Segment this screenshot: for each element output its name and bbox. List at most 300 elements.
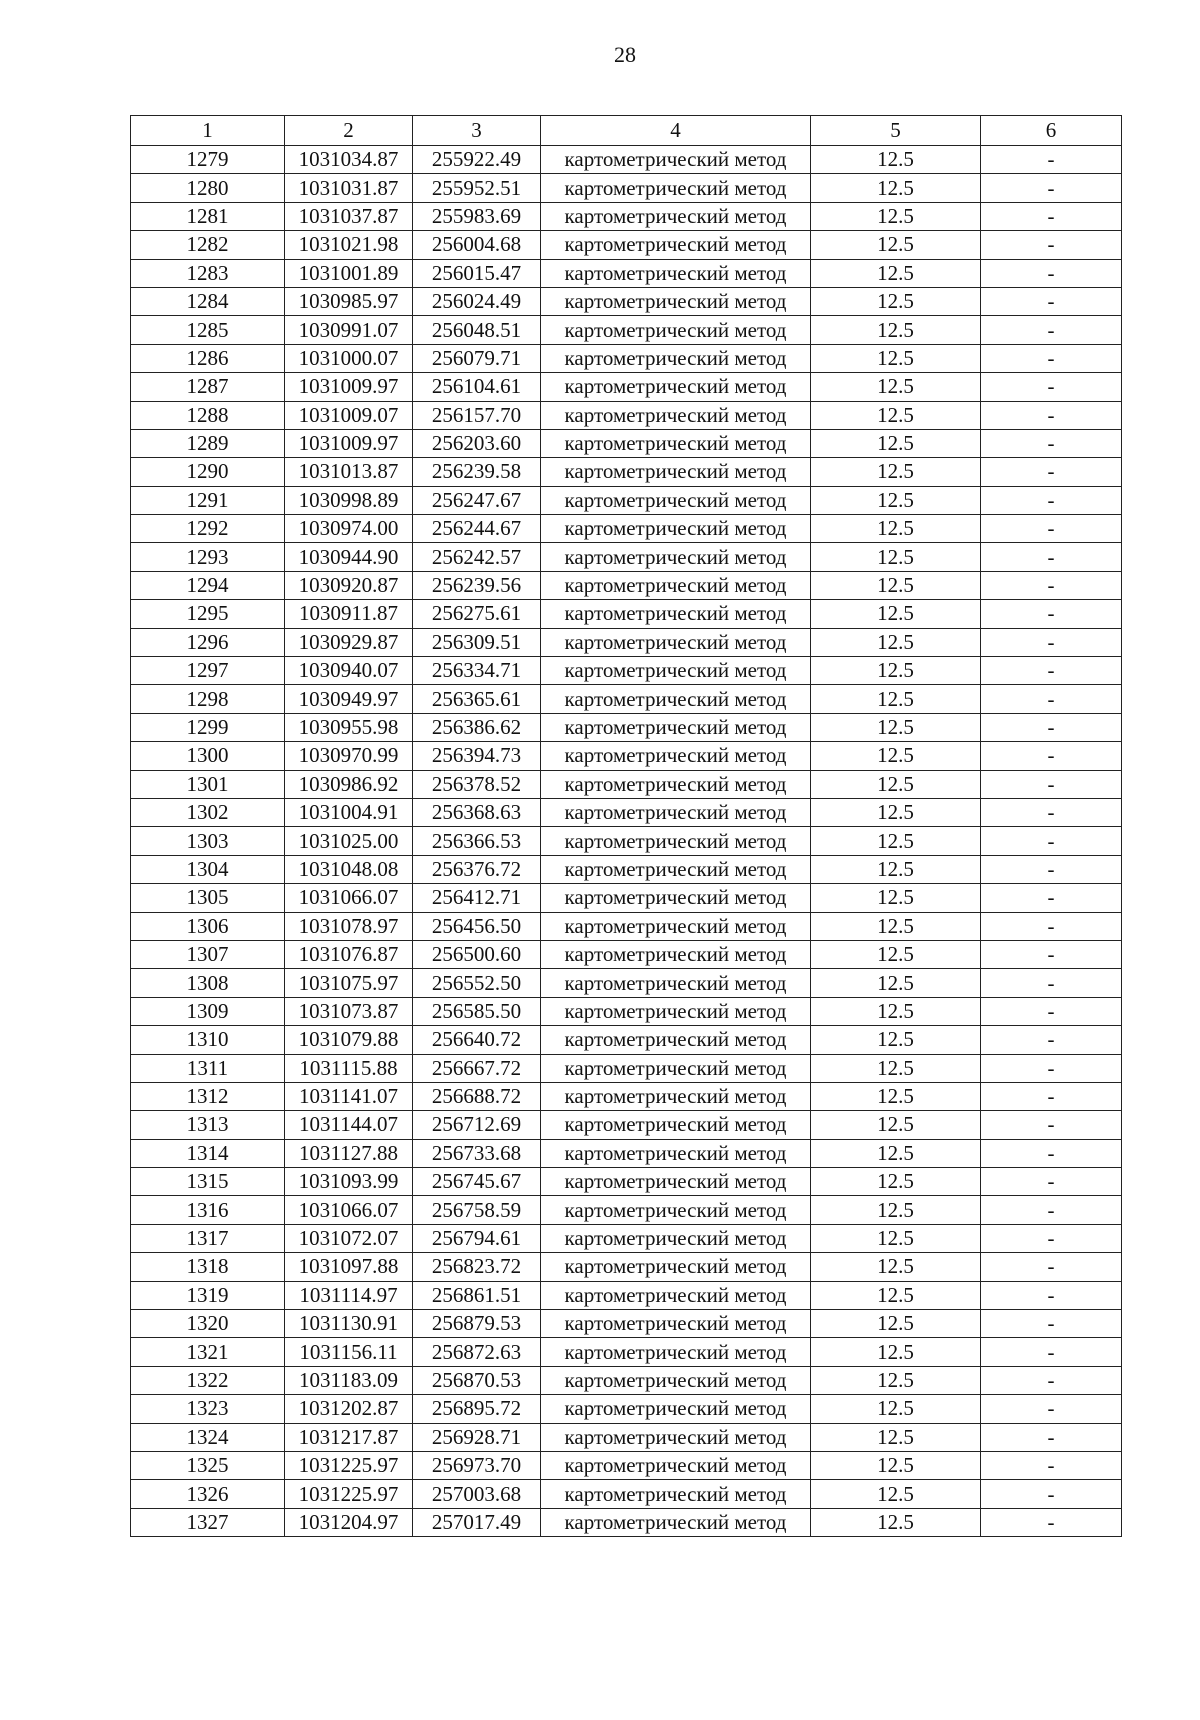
accuracy-cell: 12.5	[811, 571, 981, 599]
accuracy-cell: 12.5	[811, 1480, 981, 1508]
table-row	[131, 685, 1122, 713]
method-cell: картометрический метод	[541, 515, 811, 543]
note-cell: -	[981, 543, 1122, 571]
method-cell: картометрический метод	[541, 1082, 811, 1110]
x-coordinate-cell: 1031000.07	[285, 344, 413, 372]
method-cell: картометрический метод	[541, 259, 811, 287]
column-header: 6	[981, 116, 1122, 146]
table-row	[131, 1082, 1122, 1110]
point-number-cell: 1282	[131, 231, 285, 259]
accuracy-cell: 12.5	[811, 1026, 981, 1054]
method-cell: картометрический метод	[541, 401, 811, 429]
method-cell: картометрический метод	[541, 1026, 811, 1054]
accuracy-cell: 12.5	[811, 997, 981, 1025]
accuracy-cell: 12.5	[811, 202, 981, 230]
table-row	[131, 1111, 1122, 1139]
table-row	[131, 912, 1122, 940]
table-row	[131, 600, 1122, 628]
point-number-cell: 1296	[131, 628, 285, 656]
point-number-cell: 1280	[131, 174, 285, 202]
accuracy-cell: 12.5	[811, 316, 981, 344]
note-cell: -	[981, 685, 1122, 713]
y-coordinate-cell: 256794.61	[413, 1224, 541, 1252]
table-row	[131, 259, 1122, 287]
column-header: 1	[131, 116, 285, 146]
accuracy-cell: 12.5	[811, 1338, 981, 1366]
accuracy-cell: 12.5	[811, 827, 981, 855]
x-coordinate-cell: 1031076.87	[285, 940, 413, 968]
y-coordinate-cell: 257003.68	[413, 1480, 541, 1508]
y-coordinate-cell: 256745.67	[413, 1168, 541, 1196]
point-number-cell: 1286	[131, 344, 285, 372]
method-cell: картометрический метод	[541, 287, 811, 315]
y-coordinate-cell: 256456.50	[413, 912, 541, 940]
x-coordinate-cell: 1031079.88	[285, 1026, 413, 1054]
note-cell: -	[981, 1451, 1122, 1479]
x-coordinate-cell: 1031021.98	[285, 231, 413, 259]
method-cell: картометрический метод	[541, 969, 811, 997]
accuracy-cell: 12.5	[811, 798, 981, 826]
table-row	[131, 969, 1122, 997]
note-cell: -	[981, 344, 1122, 372]
x-coordinate-cell: 1031144.07	[285, 1111, 413, 1139]
method-cell: картометрический метод	[541, 742, 811, 770]
method-cell: картометрический метод	[541, 1224, 811, 1252]
accuracy-cell: 12.5	[811, 600, 981, 628]
point-number-cell: 1301	[131, 770, 285, 798]
table-row	[131, 202, 1122, 230]
note-cell: -	[981, 202, 1122, 230]
point-number-cell: 1297	[131, 657, 285, 685]
note-cell: -	[981, 571, 1122, 599]
y-coordinate-cell: 256366.53	[413, 827, 541, 855]
point-number-cell: 1309	[131, 997, 285, 1025]
y-coordinate-cell: 256394.73	[413, 742, 541, 770]
table-row	[131, 1480, 1122, 1508]
accuracy-cell: 12.5	[811, 884, 981, 912]
accuracy-cell: 12.5	[811, 1082, 981, 1110]
accuracy-cell: 12.5	[811, 1054, 981, 1082]
method-cell: картометрический метод	[541, 770, 811, 798]
method-cell: картометрический метод	[541, 1253, 811, 1281]
table-row	[131, 713, 1122, 741]
method-cell: картометрический метод	[541, 344, 811, 372]
y-coordinate-cell: 256334.71	[413, 657, 541, 685]
accuracy-cell: 12.5	[811, 1111, 981, 1139]
table-row	[131, 316, 1122, 344]
table-row	[131, 657, 1122, 685]
point-number-cell: 1287	[131, 373, 285, 401]
accuracy-cell: 12.5	[811, 742, 981, 770]
header-row	[131, 116, 1122, 146]
point-number-cell: 1321	[131, 1338, 285, 1366]
y-coordinate-cell: 256242.57	[413, 543, 541, 571]
method-cell: картометрический метод	[541, 571, 811, 599]
accuracy-cell: 12.5	[811, 1168, 981, 1196]
table-header	[131, 116, 1122, 146]
table-row	[131, 628, 1122, 656]
accuracy-cell: 12.5	[811, 401, 981, 429]
point-number-cell: 1295	[131, 600, 285, 628]
table-row	[131, 1026, 1122, 1054]
point-number-cell: 1292	[131, 515, 285, 543]
y-coordinate-cell: 256973.70	[413, 1451, 541, 1479]
accuracy-cell: 12.5	[811, 657, 981, 685]
y-coordinate-cell: 256733.68	[413, 1139, 541, 1167]
point-number-cell: 1326	[131, 1480, 285, 1508]
accuracy-cell: 12.5	[811, 685, 981, 713]
point-number-cell: 1322	[131, 1366, 285, 1394]
point-number-cell: 1324	[131, 1423, 285, 1451]
note-cell: -	[981, 1054, 1122, 1082]
method-cell: картометрический метод	[541, 1139, 811, 1167]
note-cell: -	[981, 429, 1122, 457]
point-number-cell: 1315	[131, 1168, 285, 1196]
accuracy-cell: 12.5	[811, 770, 981, 798]
y-coordinate-cell: 256500.60	[413, 940, 541, 968]
point-number-cell: 1289	[131, 429, 285, 457]
method-cell: картометрический метод	[541, 1480, 811, 1508]
accuracy-cell: 12.5	[811, 515, 981, 543]
accuracy-cell: 12.5	[811, 713, 981, 741]
method-cell: картометрический метод	[541, 1395, 811, 1423]
y-coordinate-cell: 256365.61	[413, 685, 541, 713]
point-number-cell: 1312	[131, 1082, 285, 1110]
x-coordinate-cell: 1031009.97	[285, 373, 413, 401]
point-number-cell: 1320	[131, 1310, 285, 1338]
x-coordinate-cell: 1031001.89	[285, 259, 413, 287]
y-coordinate-cell: 256247.67	[413, 486, 541, 514]
point-number-cell: 1294	[131, 571, 285, 599]
method-cell: картометрический метод	[541, 174, 811, 202]
note-cell: -	[981, 827, 1122, 855]
point-number-cell: 1313	[131, 1111, 285, 1139]
accuracy-cell: 12.5	[811, 628, 981, 656]
y-coordinate-cell: 256157.70	[413, 401, 541, 429]
y-coordinate-cell: 256015.47	[413, 259, 541, 287]
x-coordinate-cell: 1031183.09	[285, 1366, 413, 1394]
note-cell: -	[981, 1224, 1122, 1252]
method-cell: картометрический метод	[541, 713, 811, 741]
table-row	[131, 1423, 1122, 1451]
method-cell: картометрический метод	[541, 373, 811, 401]
x-coordinate-cell: 1031066.07	[285, 884, 413, 912]
note-cell: -	[981, 912, 1122, 940]
note-cell: -	[981, 1508, 1122, 1536]
note-cell: -	[981, 146, 1122, 174]
note-cell: -	[981, 1168, 1122, 1196]
y-coordinate-cell: 256667.72	[413, 1054, 541, 1082]
note-cell: -	[981, 1111, 1122, 1139]
note-cell: -	[981, 742, 1122, 770]
point-number-cell: 1303	[131, 827, 285, 855]
method-cell: картометрический метод	[541, 1338, 811, 1366]
x-coordinate-cell: 1031204.97	[285, 1508, 413, 1536]
accuracy-cell: 12.5	[811, 855, 981, 883]
table-row	[131, 798, 1122, 826]
y-coordinate-cell: 256378.52	[413, 770, 541, 798]
note-cell: -	[981, 798, 1122, 826]
x-coordinate-cell: 1030940.07	[285, 657, 413, 685]
x-coordinate-cell: 1031013.87	[285, 458, 413, 486]
y-coordinate-cell: 256309.51	[413, 628, 541, 656]
y-coordinate-cell: 256004.68	[413, 231, 541, 259]
note-cell: -	[981, 600, 1122, 628]
x-coordinate-cell: 1030974.00	[285, 515, 413, 543]
point-number-cell: 1318	[131, 1253, 285, 1281]
note-cell: -	[981, 1281, 1122, 1309]
note-cell: -	[981, 1139, 1122, 1167]
x-coordinate-cell: 1031097.88	[285, 1253, 413, 1281]
x-coordinate-cell: 1030929.87	[285, 628, 413, 656]
accuracy-cell: 12.5	[811, 1224, 981, 1252]
note-cell: -	[981, 259, 1122, 287]
table-row	[131, 1054, 1122, 1082]
note-cell: -	[981, 884, 1122, 912]
note-cell: -	[981, 231, 1122, 259]
y-coordinate-cell: 257017.49	[413, 1508, 541, 1536]
note-cell: -	[981, 1253, 1122, 1281]
method-cell: картометрический метод	[541, 1508, 811, 1536]
x-coordinate-cell: 1031004.91	[285, 798, 413, 826]
note-cell: -	[981, 770, 1122, 798]
x-coordinate-cell: 1030949.97	[285, 685, 413, 713]
table-row	[131, 1253, 1122, 1281]
point-number-cell: 1311	[131, 1054, 285, 1082]
column-header: 3	[413, 116, 541, 146]
table-row	[131, 1366, 1122, 1394]
x-coordinate-cell: 1031034.87	[285, 146, 413, 174]
table-row	[131, 1139, 1122, 1167]
y-coordinate-cell: 256275.61	[413, 600, 541, 628]
y-coordinate-cell: 256104.61	[413, 373, 541, 401]
table-row	[131, 401, 1122, 429]
column-header: 2	[285, 116, 413, 146]
x-coordinate-cell: 1031141.07	[285, 1082, 413, 1110]
note-cell: -	[981, 458, 1122, 486]
table-row	[131, 940, 1122, 968]
table-row	[131, 344, 1122, 372]
method-cell: картометрический метод	[541, 458, 811, 486]
x-coordinate-cell: 1030986.92	[285, 770, 413, 798]
accuracy-cell: 12.5	[811, 1253, 981, 1281]
y-coordinate-cell: 256823.72	[413, 1253, 541, 1281]
x-coordinate-cell: 1031072.07	[285, 1224, 413, 1252]
accuracy-cell: 12.5	[811, 486, 981, 514]
point-number-cell: 1299	[131, 713, 285, 741]
table-row	[131, 543, 1122, 571]
point-number-cell: 1308	[131, 969, 285, 997]
accuracy-cell: 12.5	[811, 1196, 981, 1224]
table-row	[131, 1451, 1122, 1479]
method-cell: картометрический метод	[541, 1423, 811, 1451]
y-coordinate-cell: 255952.51	[413, 174, 541, 202]
x-coordinate-cell: 1031202.87	[285, 1395, 413, 1423]
table-row	[131, 373, 1122, 401]
point-number-cell: 1302	[131, 798, 285, 826]
point-number-cell: 1290	[131, 458, 285, 486]
method-cell: картометрический метод	[541, 827, 811, 855]
y-coordinate-cell: 256870.53	[413, 1366, 541, 1394]
note-cell: -	[981, 997, 1122, 1025]
note-cell: -	[981, 1338, 1122, 1366]
method-cell: картометрический метод	[541, 1281, 811, 1309]
accuracy-cell: 12.5	[811, 1508, 981, 1536]
table-row	[131, 1310, 1122, 1338]
note-cell: -	[981, 174, 1122, 202]
note-cell: -	[981, 401, 1122, 429]
x-coordinate-cell: 1030991.07	[285, 316, 413, 344]
method-cell: картометрический метод	[541, 657, 811, 685]
accuracy-cell: 12.5	[811, 458, 981, 486]
y-coordinate-cell: 256872.63	[413, 1338, 541, 1366]
accuracy-cell: 12.5	[811, 1139, 981, 1167]
y-coordinate-cell: 256386.62	[413, 713, 541, 741]
x-coordinate-cell: 1031031.87	[285, 174, 413, 202]
x-coordinate-cell: 1031093.99	[285, 1168, 413, 1196]
method-cell: картометрический метод	[541, 798, 811, 826]
point-number-cell: 1300	[131, 742, 285, 770]
x-coordinate-cell: 1031009.97	[285, 429, 413, 457]
method-cell: картометрический метод	[541, 316, 811, 344]
point-number-cell: 1288	[131, 401, 285, 429]
method-cell: картометрический метод	[541, 1310, 811, 1338]
accuracy-cell: 12.5	[811, 146, 981, 174]
x-coordinate-cell: 1031114.97	[285, 1281, 413, 1309]
y-coordinate-cell: 256879.53	[413, 1310, 541, 1338]
coordinates-table	[130, 115, 1122, 1537]
page-number: 28	[614, 42, 636, 67]
note-cell: -	[981, 515, 1122, 543]
table-row	[131, 997, 1122, 1025]
y-coordinate-cell: 256239.58	[413, 458, 541, 486]
y-coordinate-cell: 256239.56	[413, 571, 541, 599]
table-row	[131, 1196, 1122, 1224]
table-row	[131, 855, 1122, 883]
accuracy-cell: 12.5	[811, 969, 981, 997]
x-coordinate-cell: 1031225.97	[285, 1480, 413, 1508]
method-cell: картометрический метод	[541, 1054, 811, 1082]
note-cell: -	[981, 1196, 1122, 1224]
accuracy-cell: 12.5	[811, 287, 981, 315]
x-coordinate-cell: 1031217.87	[285, 1423, 413, 1451]
accuracy-cell: 12.5	[811, 344, 981, 372]
x-coordinate-cell: 1031130.91	[285, 1310, 413, 1338]
y-coordinate-cell: 256024.49	[413, 287, 541, 315]
accuracy-cell: 12.5	[811, 231, 981, 259]
table-row	[131, 287, 1122, 315]
note-cell: -	[981, 1082, 1122, 1110]
accuracy-cell: 12.5	[811, 1310, 981, 1338]
x-coordinate-cell: 1030970.99	[285, 742, 413, 770]
note-cell: -	[981, 1366, 1122, 1394]
accuracy-cell: 12.5	[811, 373, 981, 401]
method-cell: картометрический метод	[541, 231, 811, 259]
table-row	[131, 231, 1122, 259]
point-number-cell: 1283	[131, 259, 285, 287]
y-coordinate-cell: 256712.69	[413, 1111, 541, 1139]
point-number-cell: 1306	[131, 912, 285, 940]
method-cell: картометрический метод	[541, 146, 811, 174]
y-coordinate-cell: 256376.72	[413, 855, 541, 883]
note-cell: -	[981, 287, 1122, 315]
y-coordinate-cell: 256861.51	[413, 1281, 541, 1309]
table-row	[131, 515, 1122, 543]
accuracy-cell: 12.5	[811, 429, 981, 457]
x-coordinate-cell: 1031075.97	[285, 969, 413, 997]
method-cell: картометрический метод	[541, 202, 811, 230]
y-coordinate-cell: 256640.72	[413, 1026, 541, 1054]
point-number-cell: 1307	[131, 940, 285, 968]
method-cell: картометрический метод	[541, 997, 811, 1025]
note-cell: -	[981, 940, 1122, 968]
point-number-cell: 1284	[131, 287, 285, 315]
column-header: 5	[811, 116, 981, 146]
x-coordinate-cell: 1031078.97	[285, 912, 413, 940]
method-cell: картометрический метод	[541, 429, 811, 457]
note-cell: -	[981, 1480, 1122, 1508]
y-coordinate-cell: 255983.69	[413, 202, 541, 230]
accuracy-cell: 12.5	[811, 1395, 981, 1423]
y-coordinate-cell: 256585.50	[413, 997, 541, 1025]
note-cell: -	[981, 1395, 1122, 1423]
method-cell: картометрический метод	[541, 940, 811, 968]
y-coordinate-cell: 256688.72	[413, 1082, 541, 1110]
table-row	[131, 770, 1122, 798]
method-cell: картометрический метод	[541, 912, 811, 940]
table-row	[131, 429, 1122, 457]
table-row	[131, 571, 1122, 599]
y-coordinate-cell: 256244.67	[413, 515, 541, 543]
accuracy-cell: 12.5	[811, 1366, 981, 1394]
note-cell: -	[981, 657, 1122, 685]
point-number-cell: 1323	[131, 1395, 285, 1423]
point-number-cell: 1325	[131, 1451, 285, 1479]
point-number-cell: 1285	[131, 316, 285, 344]
method-cell: картометрический метод	[541, 1196, 811, 1224]
table-row	[131, 884, 1122, 912]
x-coordinate-cell: 1031073.87	[285, 997, 413, 1025]
y-coordinate-cell: 256412.71	[413, 884, 541, 912]
accuracy-cell: 12.5	[811, 1281, 981, 1309]
point-number-cell: 1291	[131, 486, 285, 514]
method-cell: картометрический метод	[541, 628, 811, 656]
x-coordinate-cell: 1030955.98	[285, 713, 413, 741]
table-row	[131, 1508, 1122, 1536]
x-coordinate-cell: 1030911.87	[285, 600, 413, 628]
table-row	[131, 742, 1122, 770]
y-coordinate-cell: 256079.71	[413, 344, 541, 372]
x-coordinate-cell: 1030944.90	[285, 543, 413, 571]
point-number-cell: 1317	[131, 1224, 285, 1252]
method-cell: картометрический метод	[541, 1111, 811, 1139]
y-coordinate-cell: 256203.60	[413, 429, 541, 457]
accuracy-cell: 12.5	[811, 174, 981, 202]
method-cell: картометрический метод	[541, 600, 811, 628]
note-cell: -	[981, 1423, 1122, 1451]
x-coordinate-cell: 1031115.88	[285, 1054, 413, 1082]
point-number-cell: 1279	[131, 146, 285, 174]
table-row	[131, 1224, 1122, 1252]
point-number-cell: 1310	[131, 1026, 285, 1054]
accuracy-cell: 12.5	[811, 543, 981, 571]
x-coordinate-cell: 1030998.89	[285, 486, 413, 514]
note-cell: -	[981, 628, 1122, 656]
x-coordinate-cell: 1031127.88	[285, 1139, 413, 1167]
x-coordinate-cell: 1031025.00	[285, 827, 413, 855]
accuracy-cell: 12.5	[811, 259, 981, 287]
column-header: 4	[541, 116, 811, 146]
